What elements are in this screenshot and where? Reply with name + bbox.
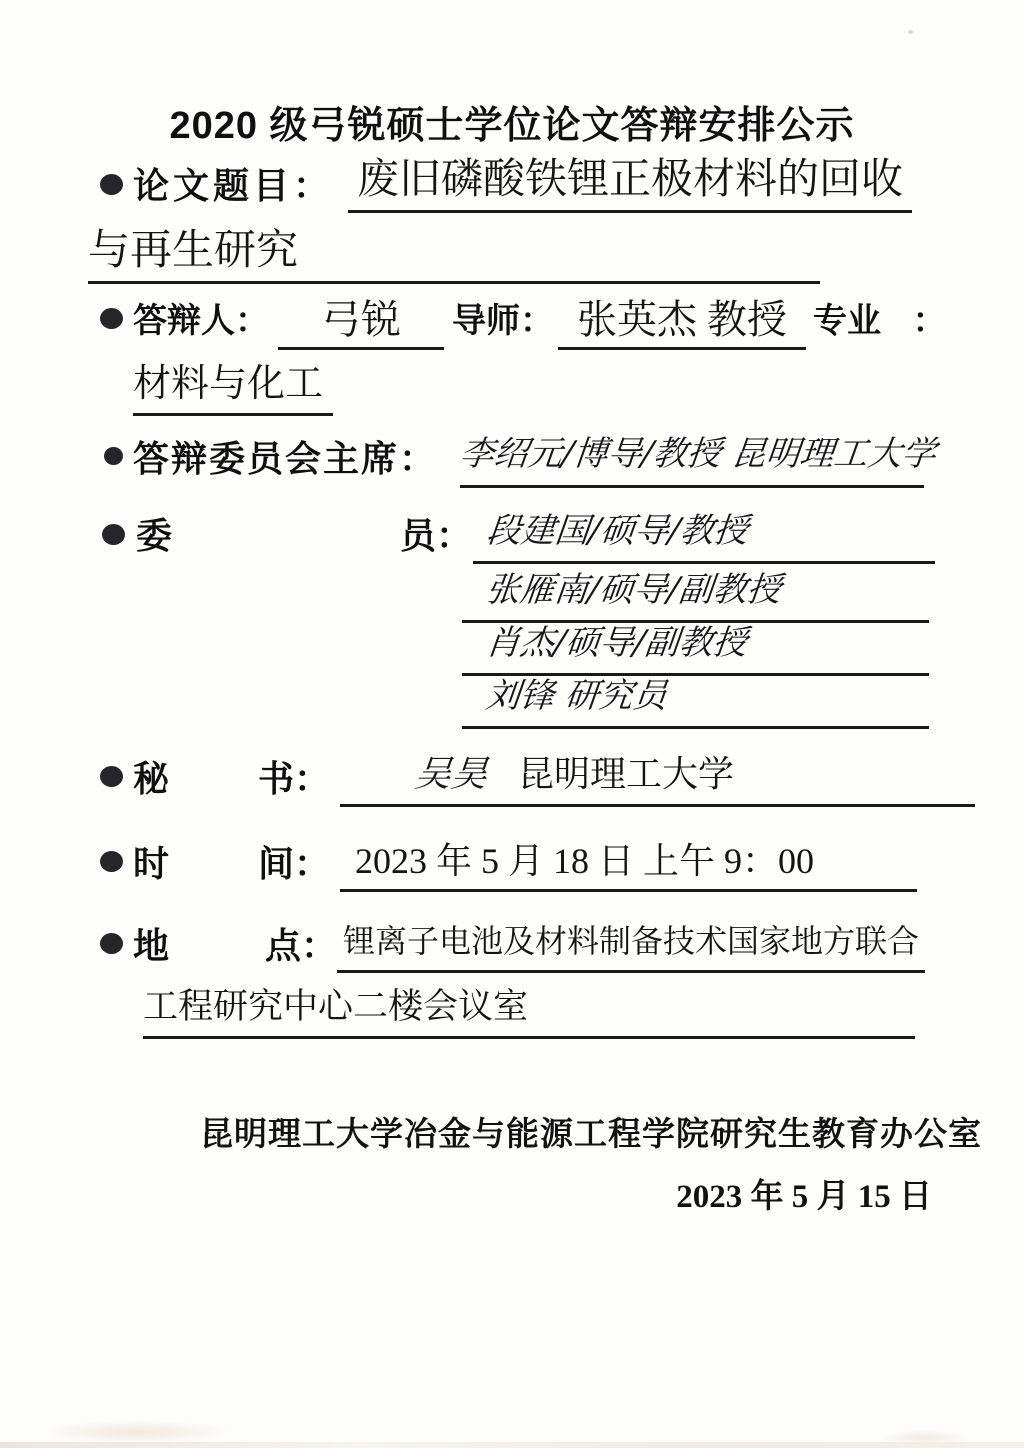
member-item: 段建国/硕导/教授 [484, 511, 751, 551]
member-item: 张雁南/硕导/副教授 [483, 570, 784, 610]
location-line2: 工程研究中心二楼会议室 [143, 986, 915, 1039]
advisor-name: 张英杰 教授 [558, 296, 806, 350]
defender-label: 答辩人： [133, 302, 269, 340]
defender-name: 弓锐 [278, 296, 444, 350]
major-value: 材料与化工 [133, 362, 333, 416]
time-label-left: 时 [133, 843, 170, 884]
page-title: 2020 级弓锐硕士学位论文答辩安排公示 [169, 105, 855, 147]
secretary-label-left: 秘 [133, 758, 170, 799]
chair-value: 李绍元/博导/教授 昆明理工大学 [457, 434, 938, 474]
bullet-icon [100, 308, 123, 329]
bullet-icon [104, 447, 123, 465]
chair-label: 答辩委员会主席： [133, 438, 438, 479]
bullet-icon [100, 851, 123, 872]
location-label-right: 点： [265, 925, 338, 966]
secretary-name: 吴昊 [412, 754, 490, 795]
footer-office: 昆明理工大学冶金与能源工程学院研究生教育办公室 [200, 1117, 982, 1153]
members-label-left: 委 [136, 515, 173, 556]
thesis-title-label: 论文题目： [133, 165, 334, 206]
scan-speck [908, 30, 913, 34]
members-label-right: 员： [400, 515, 473, 556]
member-item: 肖杰/硕导/副教授 [483, 623, 750, 663]
location-label-left: 地 [133, 925, 170, 966]
advisor-label: 导师： [452, 302, 554, 340]
secretary-affiliation: 昆明理工大学 [518, 754, 735, 794]
bullet-icon [100, 933, 123, 954]
thesis-title-line2: 与再生研究 [88, 226, 820, 284]
scan-smudge [42, 1420, 232, 1444]
major-label: 专业 ： [813, 302, 947, 340]
time-label-right: 间： [258, 843, 331, 884]
bullet-icon [102, 524, 125, 545]
scan-edge-artifact [0, 1442, 1024, 1448]
bullet-icon [100, 766, 123, 787]
footer-date: 2023 年 5 月 15 日 [676, 1179, 932, 1215]
bullet-icon [100, 174, 123, 195]
location-line1: 锂离子电池及材料制备技术国家地方联合 [337, 922, 925, 973]
secretary-label-right: 书： [258, 758, 331, 799]
member-item: 刘锋 研究员 [483, 676, 669, 716]
time-value: 2023 年 5 月 18 日 上午 9：00 [340, 840, 917, 892]
thesis-title-line1: 废旧磷酸铁锂正极材料的回收 [348, 155, 912, 213]
